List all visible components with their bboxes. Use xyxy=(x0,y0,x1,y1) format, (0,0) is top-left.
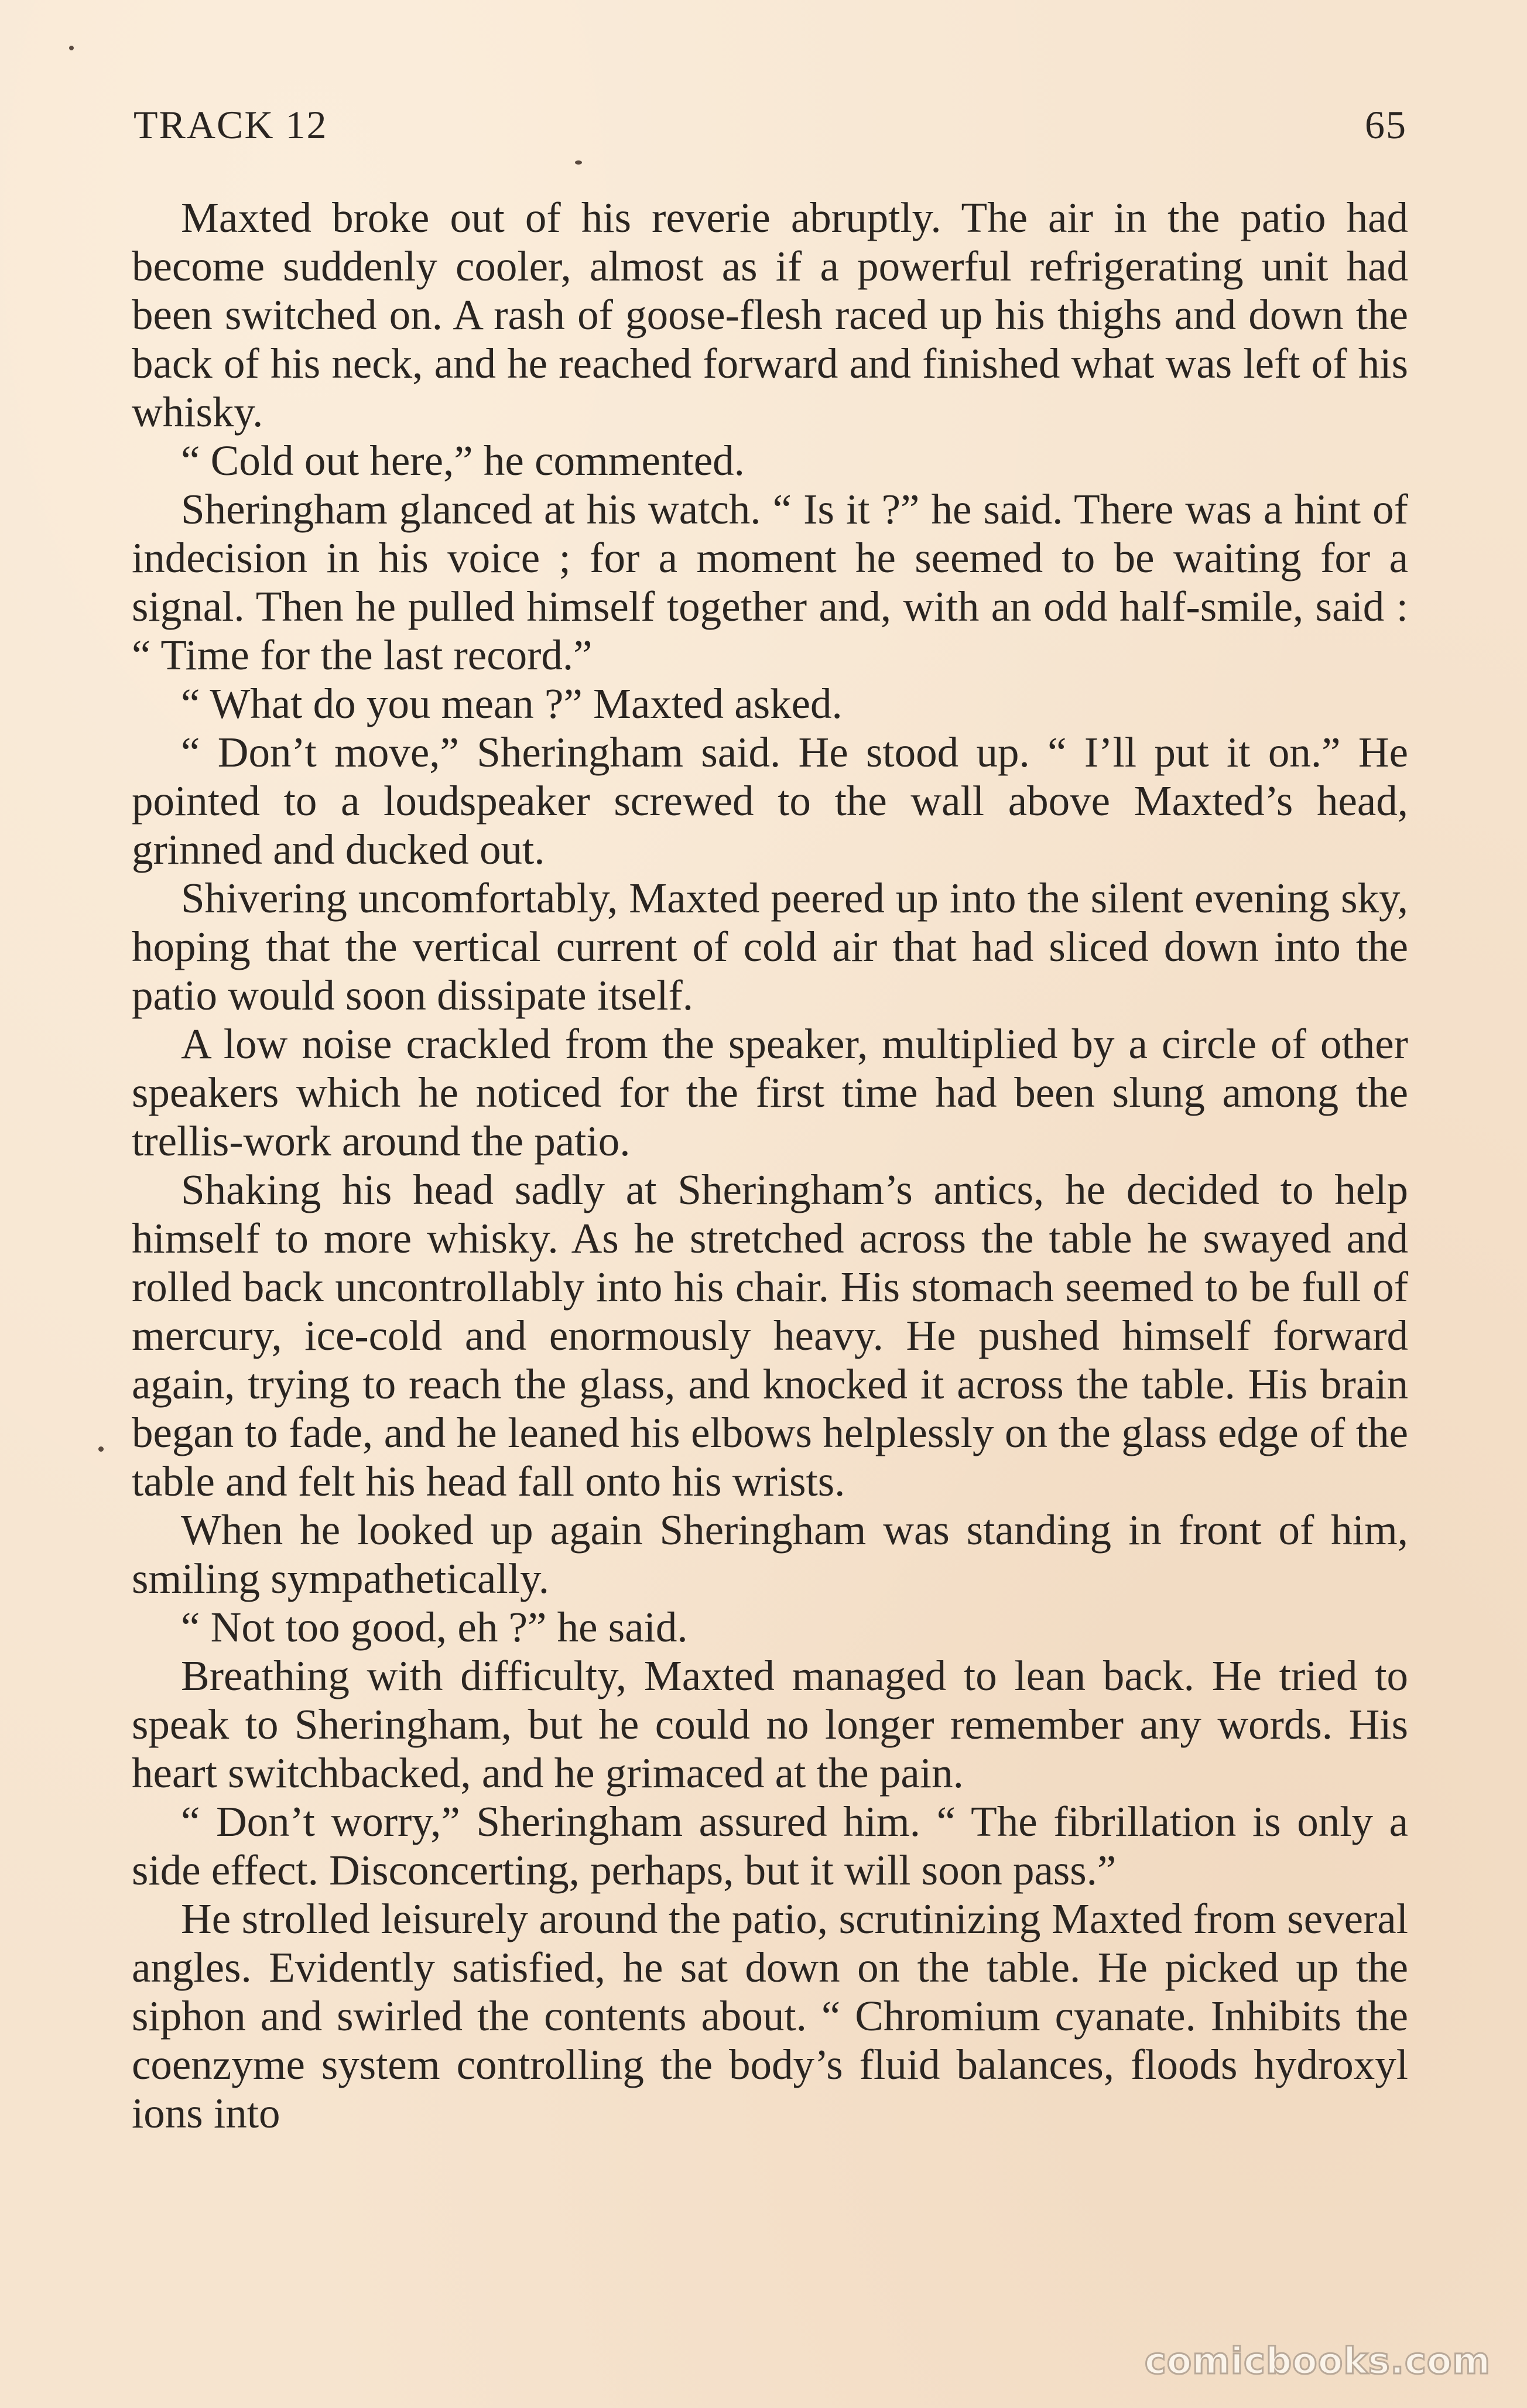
paragraph: “ Cold out here,” he commented. xyxy=(181,437,745,484)
body-text xyxy=(132,193,1408,2137)
paragraph: When he looked up again Sheringham was standing in front of him, smiling sympathetically. xyxy=(132,1506,1408,1602)
paragraph: “ Don’t move,” Sheringham said. He stood up. “ I’ll put it on.” He pointed to a loudspeaker screwed to the wall above Maxted’s head, grinned and ducked out. xyxy=(132,728,1408,873)
paragraph: “ What do you mean ?” Maxted asked. xyxy=(181,680,843,727)
paragraph: Shaking his head sadly at Sheringham’s antics, he decided to help himself to more whisky. As he stretched across the table he swayed and rolled back uncontrollably into his chair. His stomach seemed to be full of mercury, ice-cold and enormously heavy. He pushed himself forward again, trying to reach the glass, and knocked it across the table. His brain began to fade, and he leaned his elbows helplessly on the glass edge of the table and felt his head fall onto his wrists. xyxy=(132,1166,1408,1505)
paragraph: Shivering uncomfortably, Maxted peered up into the silent evening sky, hoping that the vertical current of cold air that had sliced down into the patio would soon dissipate itself. xyxy=(132,874,1408,1019)
watermark-text: comicbooks.com xyxy=(1144,2339,1491,2382)
paragraph: Breathing with difficulty, Maxted managed to lean back. He tried to speak to Sheringham, but he could no longer remember any words. His heart switchbacked, and he grimaced at the pain. xyxy=(132,1652,1408,1797)
paragraph: Maxted broke out of his reverie abruptly. The air in the patio had become suddenly cooler, almost as if a powerful refrigerating unit had been switched on. A rash of goose-flesh raced up his thighs and down the back of his neck, and he reached forward and finished what was left of his whisky. xyxy=(132,194,1408,436)
paragraph: “ Don’t worry,” Sheringham assured him. “ The fibrillation is only a side effect. Disconcerting, perhaps, but it will soon pass.” xyxy=(132,1798,1408,1894)
paragraph: “ Not too good, eh ?” he said. xyxy=(181,1603,688,1651)
paragraph: Sheringham glanced at his watch. “ Is it ?” he said. There was a hint of indecision in his voice ; for a moment he seemed to be waiting for a signal. Then he pulled himself together and, with an odd half-smile, said : “ Time for the last record.” xyxy=(132,485,1408,679)
paper-speck xyxy=(69,46,74,50)
chapter-title: TRACK 12 xyxy=(133,102,328,147)
running-head xyxy=(133,98,1407,151)
paragraph: He strolled leisurely around the patio, scrutinizing Maxted from several angles. Evidently satisfied, he sat down on the table. He picked up the siphon and swirled the contents about. “ Chromium cyanate. Inhibits the coenzyme system controlling the body’s fluid balances, floods hydroxyl ions into xyxy=(132,1895,1408,2137)
paper-speck xyxy=(575,160,582,165)
page-number: 65 xyxy=(1365,102,1407,147)
paragraph: A low noise crackled from the speaker, multiplied by a circle of other speakers which he noticed for the first time had been slung among the trellis-work around the patio. xyxy=(132,1020,1408,1165)
paper-speck xyxy=(98,1446,104,1452)
